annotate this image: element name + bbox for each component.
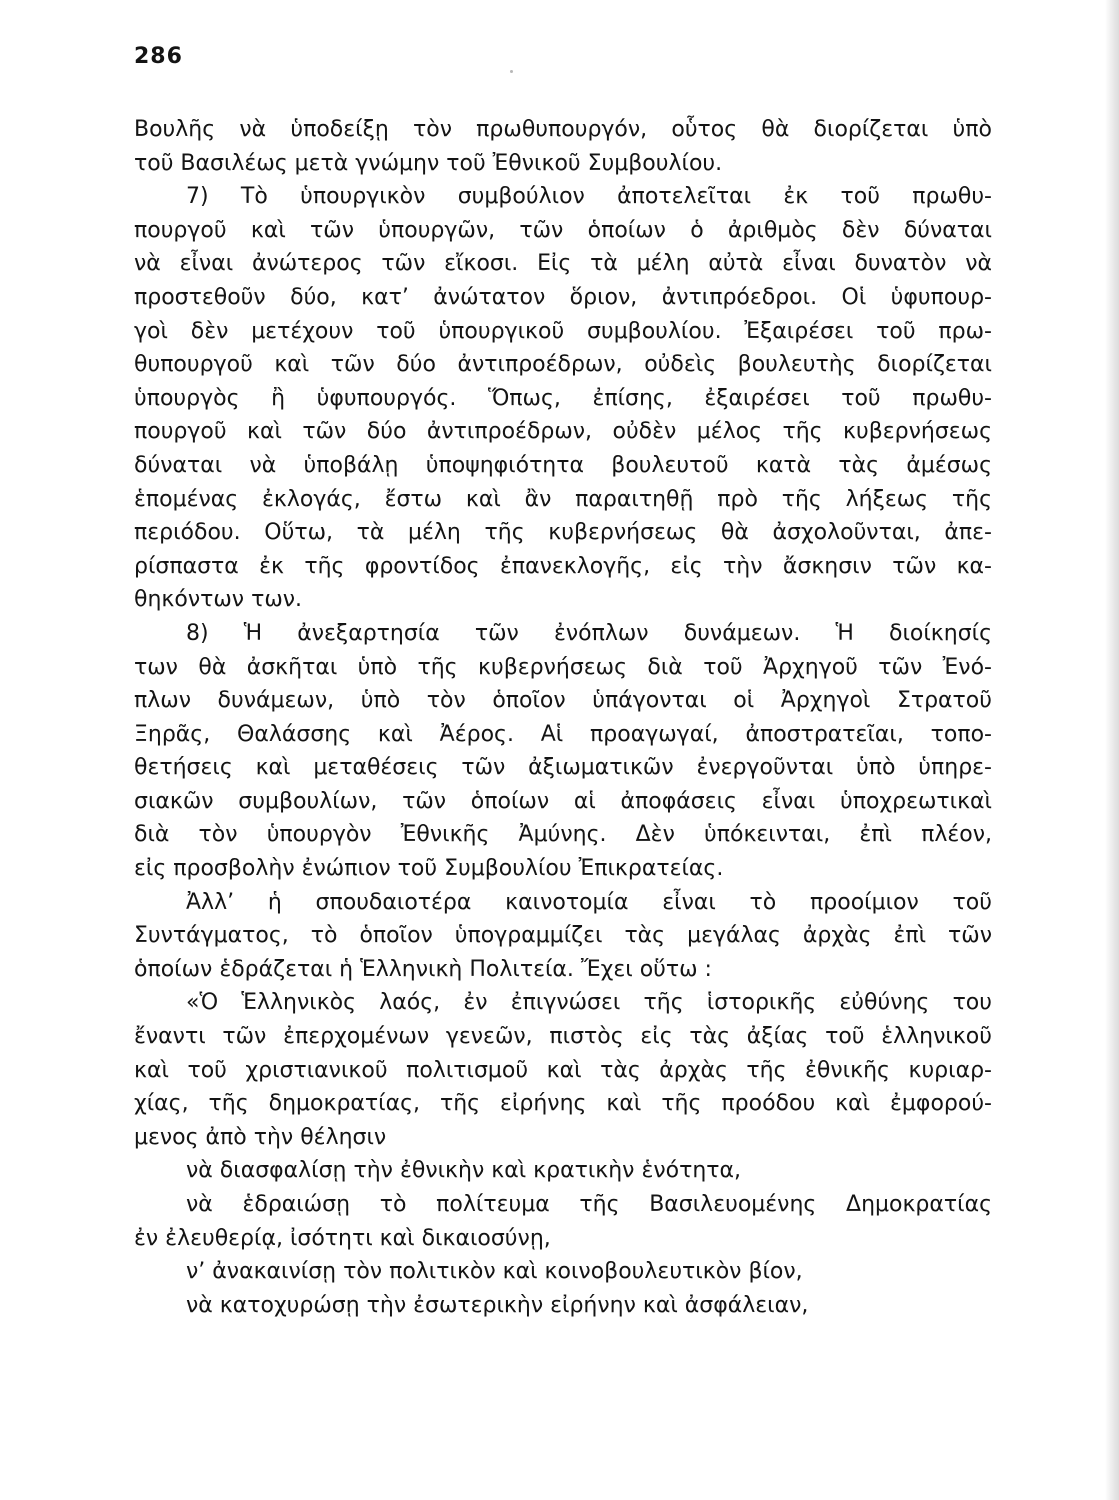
text-line: μενος ἀπὸ τὴν θέλησιν	[134, 1124, 387, 1150]
text-line: θυπουργοῦ καὶ τῶν δύο ἀντιπροέδρων, οὐδεὶς βουλευτὴς διορίζεται	[134, 352, 992, 378]
text-line: πλων δυνάμεων, ὑπὸ τὸν ὁποῖον ὑπάγονται οἱ Ἀρχηγοὶ Στρατοῦ	[134, 688, 992, 714]
page-edge-shadow	[1105, 0, 1119, 1500]
quote-clause: ν’ ἀνακαινίσῃ τὸν πολιτικὸν καὶ κοινοβουλευτικὸν βίον,	[186, 1259, 803, 1285]
paper-speck	[510, 70, 513, 73]
text-line: θηκόντων των.	[134, 587, 303, 613]
text-line: νὰ εἶναι ἀνώτερος τῶν εἴκοσι. Εἰς τὰ μέλη αὐτὰ εἶναι δυνατὸν νὰ	[134, 251, 992, 277]
page-number: 286	[134, 44, 183, 69]
text-line: σιακῶν συμβουλίων, τῶν ὁποίων αἱ ἀποφάσεις εἶναι ὑποχρεωτικαὶ	[134, 788, 992, 814]
text-line: εἰς προσβολὴν ἐνώπιον τοῦ Συμβουλίου Ἐπικρατείας.	[134, 856, 724, 882]
text-line: διὰ τὸν ὑπουργὸν Ἐθνικῆς Ἀμύνης. Δὲν ὑπόκεινται, ἐπὶ πλέον,	[134, 822, 992, 848]
text-line: δύναται νὰ ὑποβάλῃ ὑποψηφιότητα βουλευτοῦ κατὰ τὰς ἀμέσως	[134, 452, 992, 478]
text-line: Συντάγματος, τὸ ὁποῖον ὑπογραμμίζει τὰς μεγάλας ἀρχὰς ἐπὶ τῶν	[134, 923, 992, 949]
text-line: ἐν ἐλευθερίᾳ, ἰσότητι καὶ δικαιοσύνῃ,	[134, 1225, 551, 1251]
text-line: Ξηρᾶς, Θαλάσσης καὶ Ἀέρος. Αἱ προαγωγαί, ἀποστρατεῖαι, τοπο-	[134, 721, 992, 747]
text-line: τοῦ Βασιλέως μετὰ γνώμην τοῦ Ἐθνικοῦ Συμβουλίου.	[134, 150, 723, 176]
quote-clause: νὰ ἑδραιώσῃ τὸ πολίτευμα τῆς Βασιλευομένης Δημοκρατίας	[186, 1192, 992, 1217]
text-line: ἔναντι τῶν ἐπερχομένων γενεῶν, πιστὸς εἰς τὰς ἀξίας τοῦ ἑλληνικοῦ	[134, 1024, 992, 1050]
paragraph-preamble-start: Ἀλλ’ ἡ σπουδαιοτέρα καινοτομία εἶναι τὸ προοίμιον τοῦ	[186, 889, 992, 915]
text-line: πουργοῦ καὶ τῶν ὑπουργῶν, τῶν ὁποίων ὁ ἀριθμὸς δὲν δύναται	[134, 217, 992, 243]
text-line: ἑπομένας ἐκλογάς, ἔστω καὶ ἂν παραιτηθῇ πρὸ τῆς λήξεως τῆς	[134, 486, 992, 512]
body-text	[134, 113, 992, 1322]
quote-clause: νὰ κατοχυρώσῃ τὴν ἐσωτερικὴν εἰρήνην καὶ ἀσφάλειαν,	[186, 1292, 809, 1318]
text-line: των θὰ ἀσκῆται ὑπὸ τῆς κυβερνήσεως διὰ τοῦ Ἀρχηγοῦ τῶν Ἐνό-	[134, 654, 992, 680]
text-line: γοὶ δὲν μετέχουν τοῦ ὑπουργικοῦ συμβουλίου. Ἐξαιρέσει τοῦ πρω-	[134, 318, 992, 344]
text-line: χίας, τῆς δημοκρατίας, τῆς εἰρήνης καὶ τῆς προόδου καὶ ἐμφορού-	[134, 1091, 992, 1117]
text-line: περιόδου. Οὕτω, τὰ μέλη τῆς κυβερνήσεως θὰ ἀσχολοῦνται, ἀπε-	[134, 520, 992, 546]
quote-clause: νὰ διασφαλίσῃ τὴν ἐθνικὴν καὶ κρατικὴν ἑνότητα,	[186, 1158, 742, 1184]
text-line: θετήσεις καὶ μεταθέσεις τῶν ἀξιωματικῶν ἐνεργοῦνται ὑπὸ ὑπηρε-	[134, 755, 992, 781]
paragraph-8-start: 8) Ἡ ἀνεξαρτησία τῶν ἐνόπλων δυνάμεων. Ἡ διοίκησίς	[186, 620, 992, 646]
text-line: πουργοῦ καὶ τῶν δύο ἀντιπροέδρων, οὐδὲν μέλος τῆς κυβερνήσεως	[134, 419, 992, 445]
text-line: προστεθοῦν δύο, κατ’ ἀνώτατον ὅριον, ἀντιπρόεδροι. Οἱ ὑφυπουρ-	[134, 284, 992, 310]
text-line: ρίσπαστα ἐκ τῆς φροντίδος ἐπανεκλογῆς, εἰς τὴν ἄσκησιν τῶν κα-	[134, 553, 992, 579]
text-line: καὶ τοῦ χριστιανικοῦ πολιτισμοῦ καὶ τὰς ἀρχὰς τῆς ἐθνικῆς κυριαρ-	[134, 1057, 992, 1083]
text-line: ὑπουργὸς ἢ ὑφυπουργός. Ὅπως, ἐπίσης, ἐξαιρέσει τοῦ πρωθυ-	[134, 385, 992, 411]
quote-start: «Ὁ Ἑλληνικὸς λαός, ἐν ἐπιγνώσει τῆς ἱστορικῆς εὐθύνης του	[186, 990, 992, 1016]
text-line: Βουλῆς νὰ ὑποδείξῃ τὸν πρωθυπουργόν, οὗτος θὰ διορίζεται ὑπὸ	[134, 117, 992, 142]
text-line: ὁποίων ἑδράζεται ἡ Ἑλληνικὴ Πολιτεία. Ἔχει οὕτω :	[134, 956, 712, 982]
paragraph-7-start: 7) Τὸ ὑπουργικὸν συμβούλιον ἀποτελεῖται ἐκ τοῦ πρωθυ-	[186, 184, 992, 210]
